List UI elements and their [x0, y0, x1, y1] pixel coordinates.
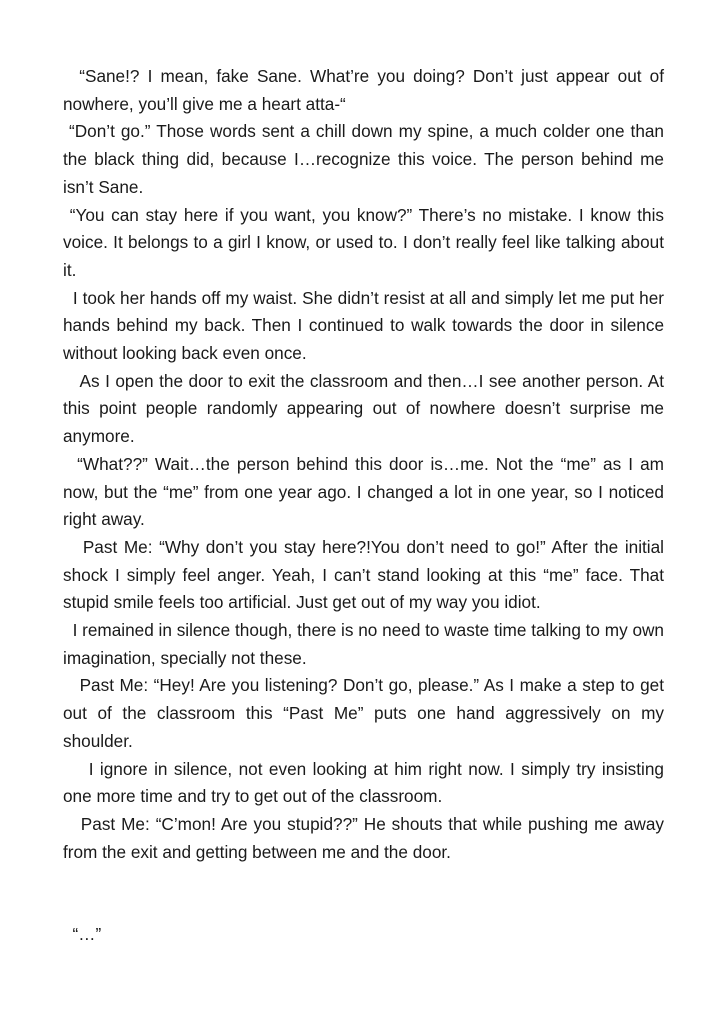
- story-paragraph: As I open the door to exit the classroom and then…I see another person. At this point people randomly appearing out of nowhere doesn’t surprise me anymore.: [63, 370, 669, 447]
- story-body: [63, 63, 669, 866]
- closing-ellipsis-line: “…”: [63, 924, 102, 944]
- story-paragraph: “Don’t go.” Those words sent a chill down my spine, a much colder one than the black thing did, because I…recognize this voice. The person behind me isn’t Sane.: [63, 121, 669, 197]
- story-paragraph: I took her hands off my waist. She didn’t resist at all and simply let me put her hands behind my back. Then I continued to walk towards the door in silence without looking back even once.: [63, 287, 669, 364]
- story-paragraph: Past Me: “Hey! Are you listening? Don’t go, please.” As I make a step to get out of the classroom this “Past Me” puts one hand aggressively on my shoulder.: [63, 675, 669, 751]
- story-paragraph: I ignore in silence, not even looking at him right now. I simply try insisting one more time and try to get out of the classroom.: [63, 758, 669, 807]
- story-paragraph: “Sane!? I mean, fake Sane. What’re you doing? Don’t just appear out of nowhere, you’ll give me a heart atta-“: [63, 66, 669, 114]
- story-paragraph: Past Me: “C’mon! Are you stupid??” He shouts that while pushing me away from the exit and getting between me and the door.: [63, 813, 669, 862]
- story-paragraph: “What??” Wait…the person behind this door is…me. Not the “me” as I am now, but the “me” from one year ago. I changed a lot in one year, so I noticed right away.: [63, 453, 669, 530]
- story-paragraph: Past Me: “Why don’t you stay here?!You don’t need to go!” After the initial shock I simply feel anger. Yeah, I can’t stand looking at this “me” face. That stupid smile feels too artificial. Just get out of my way you idiot.: [63, 536, 669, 613]
- story-paragraph: “You can stay here if you want, you know?” There’s no mistake. I know this voice. It belongs to a girl I know, or used to. I don’t really feel like talking about it.: [63, 204, 669, 280]
- story-paragraph: I remained in silence though, there is no need to waste time talking to my own imagination, specially not these.: [63, 620, 669, 668]
